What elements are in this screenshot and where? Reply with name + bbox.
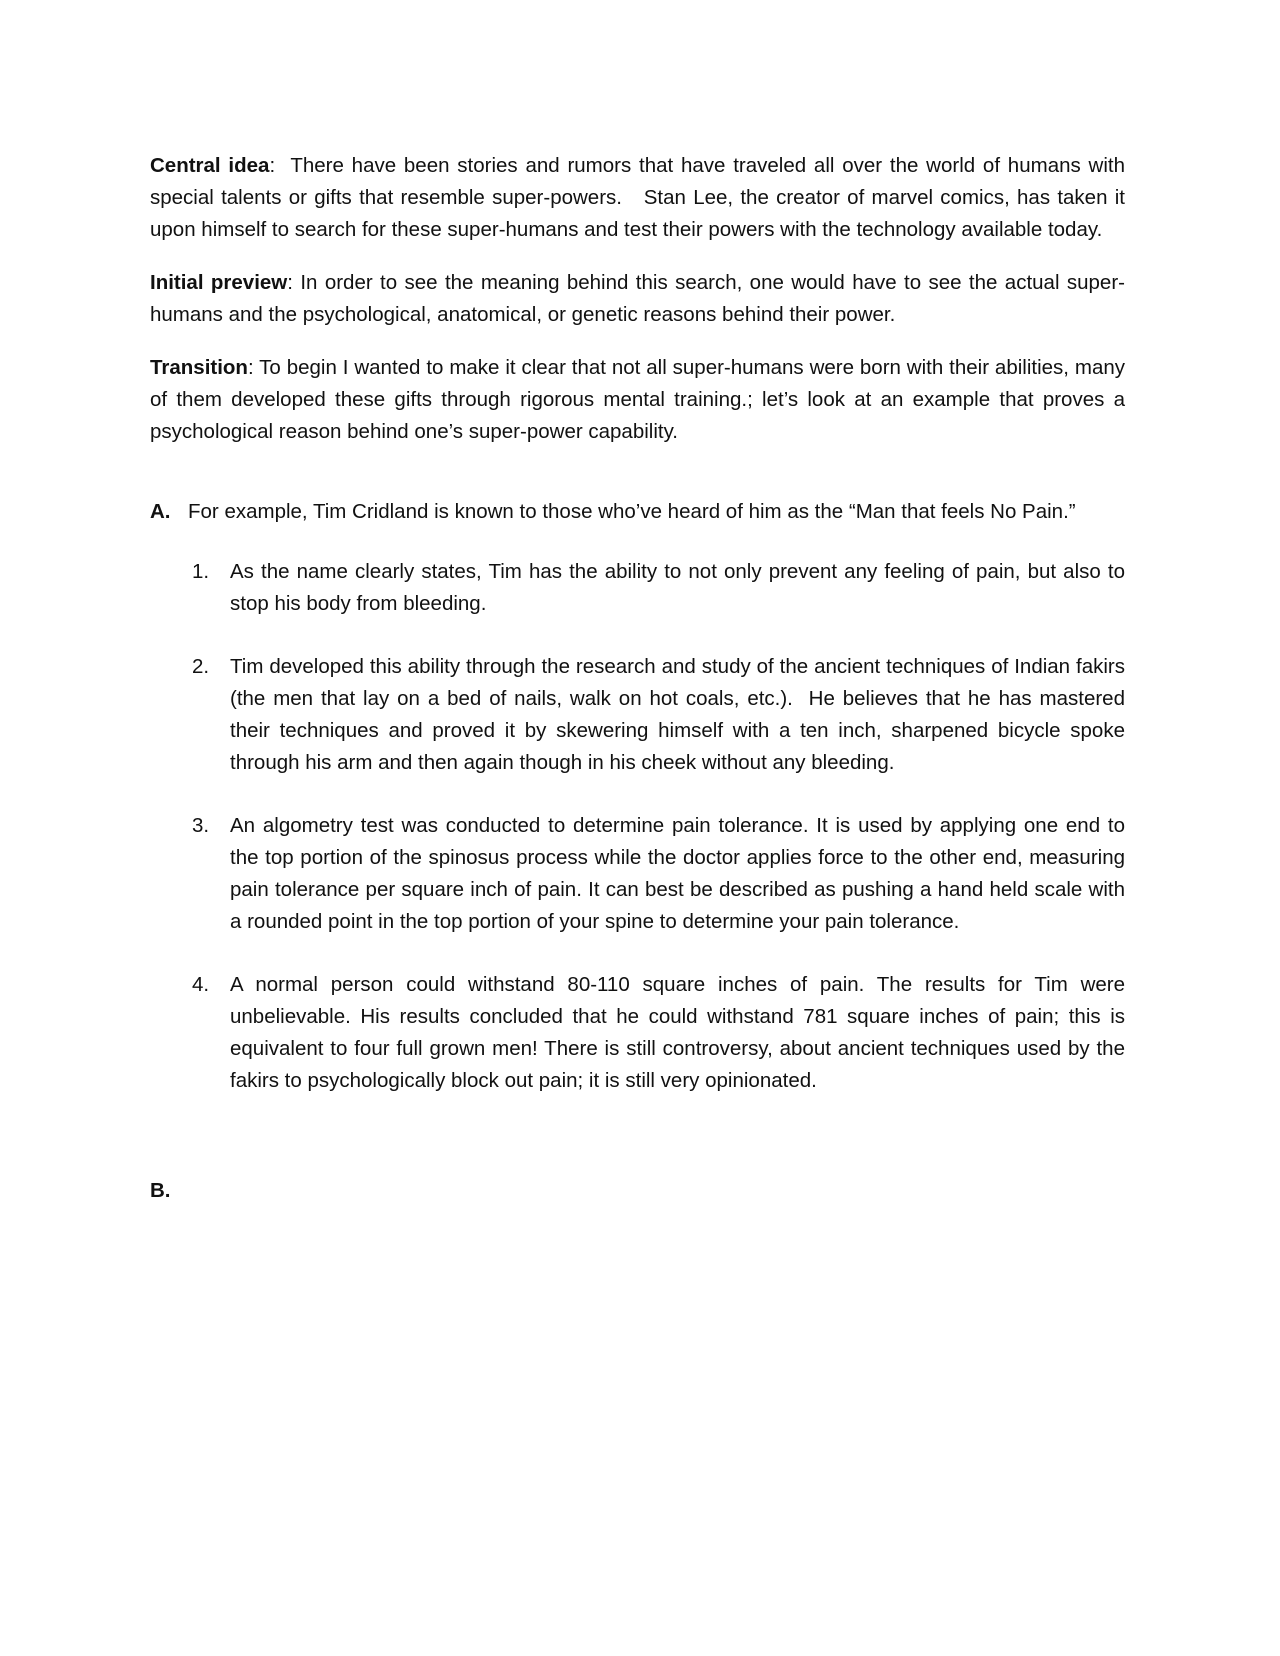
section-a-text: For example, Tim Cridland is known to those who’ve heard of him as the “Man that feels No Pain.” bbox=[188, 500, 1076, 523]
document-body bbox=[150, 150, 1131, 1207]
list-item-number: 4. bbox=[192, 973, 210, 996]
list-item bbox=[192, 969, 1125, 1097]
list-item-number: 2. bbox=[192, 655, 210, 678]
section-a-letter: A. bbox=[150, 500, 171, 523]
list-item bbox=[192, 651, 1131, 779]
transition-paragraph bbox=[150, 352, 1131, 448]
initial-preview-text: In order to see the meaning behind this search, one would have to see the actual super-humans and the psychological, anatomical, or genetic reasons behind their power. bbox=[150, 271, 1125, 326]
list-item bbox=[192, 556, 1125, 620]
section-b-letter: B. bbox=[150, 1179, 171, 1202]
transition-separator: : bbox=[247, 356, 254, 379]
list-item-text: As the name clearly states, Tim has the ability to not only prevent any feeling of pain, but also to stop his body from bleeding. bbox=[230, 560, 1125, 615]
transition-label: Transition bbox=[150, 356, 248, 379]
list-item-text: A normal person could withstand 80-110 square inches of pain. The results for Tim were unbelievable. His results concluded that he could withstand 781 square inches of pain; this is equivalent to four full grown men! There is still controversy, about ancient techniques used by the fakirs to psychologically block out pain; it is still very opinionated. bbox=[230, 973, 1125, 1092]
section-a bbox=[150, 496, 1125, 528]
transition-text: To begin I wanted to make it clear that not all super-humans were born with their abilities, many of them developed these gifts through rigorous mental training.; let’s look at an example that proves a psychological reason behind one’s super-power capability. bbox=[150, 356, 1131, 443]
list-item bbox=[192, 810, 1125, 938]
initial-preview-label: Initial preview bbox=[150, 271, 288, 294]
list-item-text: Tim developed this ability through the research and study of the ancient techniques of Indian fakirs (the men that lay on a bed of nails, walk on hot coals, etc.). He believes that he has mastered their techniques and proved it by skewering himself with a ten inch, sharpened bicycle spoke through his arm and then again though in his cheek without any bleeding. bbox=[230, 655, 1131, 774]
central-idea-label: Central idea bbox=[150, 154, 270, 177]
central-idea-separator: : bbox=[269, 154, 276, 177]
list-item-number: 3. bbox=[192, 814, 210, 837]
central-idea-paragraph bbox=[150, 150, 1131, 246]
list-item-text: An algometry test was conducted to determine pain tolerance. It is used by applying one end to the top portion of the spinosus process while the doctor applies force to the other end, measuring pain tolerance per square inch of pain. It can best be described as pushing a hand held scale with a rounded point in the top portion of your spine to determine your pain tolerance. bbox=[230, 814, 1125, 933]
initial-preview-paragraph bbox=[150, 267, 1125, 331]
list-item-number: 1. bbox=[192, 560, 210, 583]
section-a-list bbox=[192, 556, 1131, 1097]
central-idea-text: There have been stories and rumors that have traveled all over the world of humans with special talents or gifts that resemble super-powers. Stan Lee, the creator of marvel comics, has taken it upon himself to search for these super-humans and test their powers with the technology available today. bbox=[150, 154, 1131, 241]
initial-preview-separator: : bbox=[287, 271, 293, 294]
